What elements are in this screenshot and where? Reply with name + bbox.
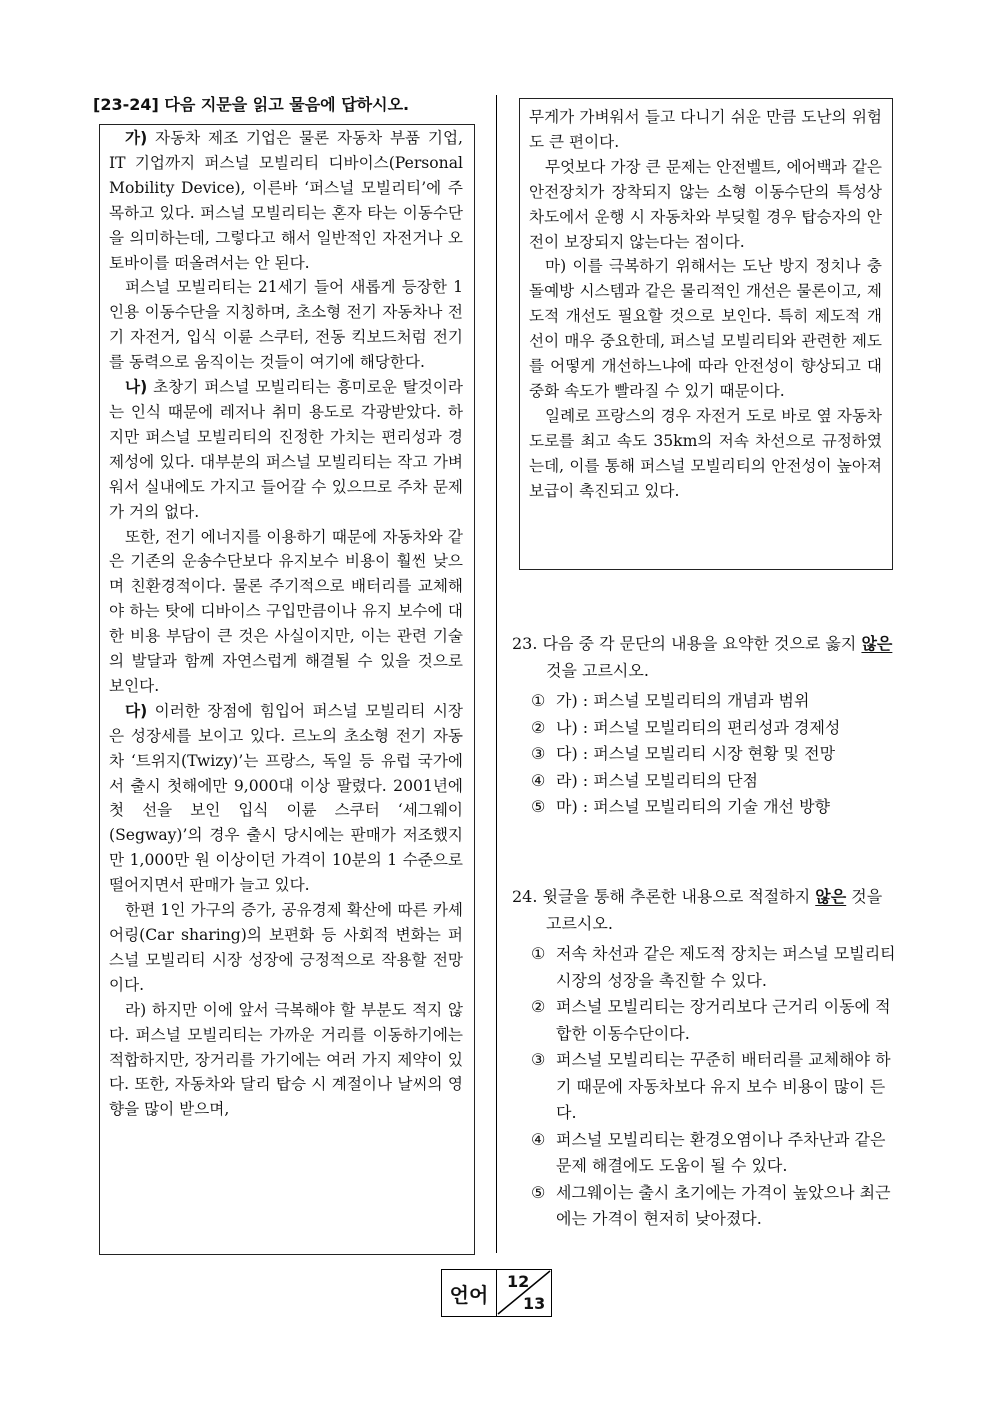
passage-paragraph <box>529 105 882 155</box>
paragraph-text: 또한, 전기 에너지를 이용하기 때문에 자동차와 같은 기존의 운송수단보다 유지보수 비용이 훨씬 낮으며 친환경적이다. 물론 주기적으로 배터리를 교체해야 하는 탓에 디바이스 구입만큼이나 유지 보수에 대한 비용 부담이 큰 것은 사실이지만, 이는 관련 기술의 발달과 함께 자연스럽게 해결될 수 있을 것으로 보인다. <box>109 527 463 695</box>
option-text: 가) : 퍼스널 모빌리티의 개념과 범위 <box>556 691 810 710</box>
page-footer <box>441 1269 552 1317</box>
passage-paragraph <box>109 375 463 524</box>
paragraph-text: 자동차 제조 기업은 물론 자동차 부품 기업, IT 기업까지 퍼스널 모빌리티 디바이스(Personal Mobility Device), 이른바 ‘퍼스널 모빌리티’에 주목하고 있다. 퍼스널 모빌리티는 혼자 타는 이동수단을 의미하는데, 그렇다고 해서 일반적인 자전거나 오토바이를 떠올려서는 안 된다. <box>109 129 463 272</box>
answer-option[interactable] <box>512 688 900 715</box>
emphasis-text: 않은 <box>861 634 893 653</box>
answer-option[interactable] <box>512 941 900 994</box>
stem-text: 다음 중 각 문단의 내용을 요약한 것으로 옳지 <box>537 634 862 653</box>
option-number: ① <box>531 691 546 710</box>
option-number: ④ <box>531 770 546 790</box>
passage-paragraph <box>109 898 463 998</box>
passage-paragraph <box>529 254 882 403</box>
current-page: 12 <box>507 1272 530 1291</box>
page-number-box <box>497 1270 551 1316</box>
section-heading: [23-24] 다음 지문을 읽고 물음에 답하시오. <box>93 95 410 114</box>
option-text: 마) : 퍼스널 모빌리티의 기술 개선 방향 <box>556 797 830 816</box>
paragraph-text: 한편 1인 가구의 증가, 공유경제 확산에 따른 카셰어링(Car sharing)의 보편화 등 사회적 변화는 퍼스널 모빌리티 시장 성장에 긍정적으로 작용할 전망이다. <box>109 901 463 994</box>
total-pages: 13 <box>523 1294 546 1313</box>
stem-text: 윗글을 통해 추론한 내용으로 적절하지 <box>537 887 816 906</box>
answer-option[interactable] <box>512 1127 900 1180</box>
paragraph-text: 초창기 퍼스널 모빌리티는 흥미로운 탈것이라는 인식 때문에 레저나 취미 용도로 각광받았다. 하지만 퍼스널 모빌리티의 진정한 가치는 편리성과 경제성에 있다. 대부분의 퍼스널 모빌리티는 작고 가벼워서 실내에도 가지고 들어갈 수 있으므로 주차 문제가 거의 없다. <box>109 378 463 521</box>
question-number: 24. <box>512 887 538 906</box>
subject-label: 언어 <box>442 1270 497 1316</box>
passage-box-left <box>99 124 475 1255</box>
paragraph-text: 무게가 가벼워서 들고 다니기 쉬운 만큼 도난의 위험도 큰 편이다. <box>529 108 882 151</box>
question-number: 23. <box>512 634 538 653</box>
question-24-options <box>512 941 900 1233</box>
paragraph-text: 일례로 프랑스의 경우 자전거 도로 바로 옆 자동차 도로를 최고 속도 35km의 저속 차선으로 규정하였는데, 이를 통해 퍼스널 모빌리티의 안전성이 높아져 보급이 촉진되고 있다. <box>529 406 882 500</box>
question-24-stem <box>512 884 900 937</box>
paragraph-text: 무엇보다 가장 큰 문제는 안전벨트, 에어백과 같은 안전장치가 장착되지 않는 소형 이동수단의 특성상 차도에서 운행 시 자동차와 부딪힐 경우 탑승자의 안전이 보장되지 않는다는 점이다. <box>529 157 882 251</box>
option-text: 퍼스널 모빌리티는 꾸준히 배터리를 교체해야 하기 때문에 자동차보다 유지 보수 비용이 많이 든다. <box>556 1050 891 1122</box>
option-text: 저속 차선과 같은 제도적 장치는 퍼스널 모빌리티 시장의 성장을 촉진할 수 있다. <box>556 944 896 990</box>
paragraph-marker: 가) <box>125 129 148 147</box>
option-text: 나) : 퍼스널 모빌리티의 편리성과 경제성 <box>556 717 841 737</box>
question-23-stem <box>512 631 900 684</box>
passage-paragraph <box>109 126 463 275</box>
option-number: ② <box>531 717 546 737</box>
option-number: ⑤ <box>531 1182 546 1202</box>
option-text: 퍼스널 모빌리티는 장거리보다 근거리 이동에 적합한 이동수단이다. <box>556 997 891 1043</box>
question-24 <box>512 884 900 1233</box>
answer-option[interactable] <box>512 994 900 1047</box>
option-text: 세그웨이는 출시 초기에는 가격이 높았으나 최근에는 가격이 현저히 낮아졌다. <box>556 1182 891 1228</box>
option-text: 라) : 퍼스널 모빌리티의 단점 <box>556 770 758 790</box>
column-divider <box>496 95 497 1253</box>
option-number: ⑤ <box>531 797 546 816</box>
question-23-options <box>512 688 900 821</box>
passage-paragraph <box>109 525 463 699</box>
question-23 <box>512 631 900 821</box>
option-text: 퍼스널 모빌리티는 환경오염이나 주차난과 같은 문제 해결에도 도움이 될 수 있다. <box>556 1129 886 1175</box>
passage-paragraph <box>529 404 882 504</box>
answer-option[interactable] <box>512 794 900 821</box>
passage-paragraph <box>109 699 463 898</box>
paragraph-marker: 다) <box>125 701 148 720</box>
emphasis-text: 않은 <box>815 887 847 906</box>
option-text: 다) : 퍼스널 모빌리티 시장 현황 및 전망 <box>556 744 836 763</box>
answer-option[interactable] <box>512 768 900 795</box>
paragraph-text: 퍼스널 모빌리티는 21세기 들어 새롭게 등장한 1인용 이동수단을 지칭하며, 초소형 전기 자동차나 전기 자전거, 입식 이륜 스쿠터, 전동 킥보드처럼 전기를 동력으로 움직이는 것들이 여기에 해당한다. <box>109 278 463 372</box>
passage-box-right <box>519 98 893 570</box>
paragraph-text: 이러한 장점에 힘입어 퍼스널 모빌리티 시장은 성장세를 보이고 있다. 르노의 초소형 전기 자동차 ‘트위지(Twizy)’는 프랑스, 독일 등 유럽 국가에서 출시 첫해에만 9,000대 이상 팔렸다. 2001년에 첫 선을 보인 입식 이륜 스쿠터 ‘세그웨이(Segway)’의 경우 출시 당시에는 판매가 저조했지만 1,000만 원 이상이던 가격이 10분의 1 수준으로 떨어지면서 판매가 늘고 있다. <box>109 701 463 895</box>
option-number: ① <box>531 944 546 963</box>
stem-text: 것을 고르시오. <box>546 887 883 933</box>
passage-paragraph <box>109 998 463 1123</box>
paragraph-text: 마) 이를 극복하기 위해서는 도난 방지 정치나 충돌예방 시스템과 같은 물리적인 개선은 물론이고, 제도적 개선도 필요할 것으로 보인다. 특히 제도적 개선이 매우 중요한데, 퍼스널 모빌리티와 관련한 제도를 어떻게 개선하느냐에 따라 안전성이 향상되고 대중화 속도가 빨라질 수 있기 때문이다. <box>529 257 882 400</box>
passage-paragraph <box>109 275 463 375</box>
option-number: ② <box>531 997 546 1016</box>
answer-option[interactable] <box>512 715 900 742</box>
answer-option[interactable] <box>512 1180 900 1233</box>
option-number: ③ <box>531 744 546 763</box>
option-number: ④ <box>531 1129 546 1149</box>
answer-option[interactable] <box>512 1047 900 1127</box>
answer-option[interactable] <box>512 741 900 768</box>
paragraph-text: 라) 하지만 이에 앞서 극복해야 할 부분도 적지 않다. 퍼스널 모빌리티는 가까운 거리를 이동하기에는 적합하지만, 장거리를 가기에는 여러 가지 제약이 있다. 또한, 자동차와 달리 탑승 시 계절이나 날씨의 영향을 많이 받으며, <box>109 1000 463 1119</box>
stem-text: 것을 고르시오. <box>546 660 649 680</box>
paragraph-marker: 나) <box>125 378 148 397</box>
option-number: ③ <box>531 1050 546 1069</box>
passage-paragraph <box>529 155 882 255</box>
